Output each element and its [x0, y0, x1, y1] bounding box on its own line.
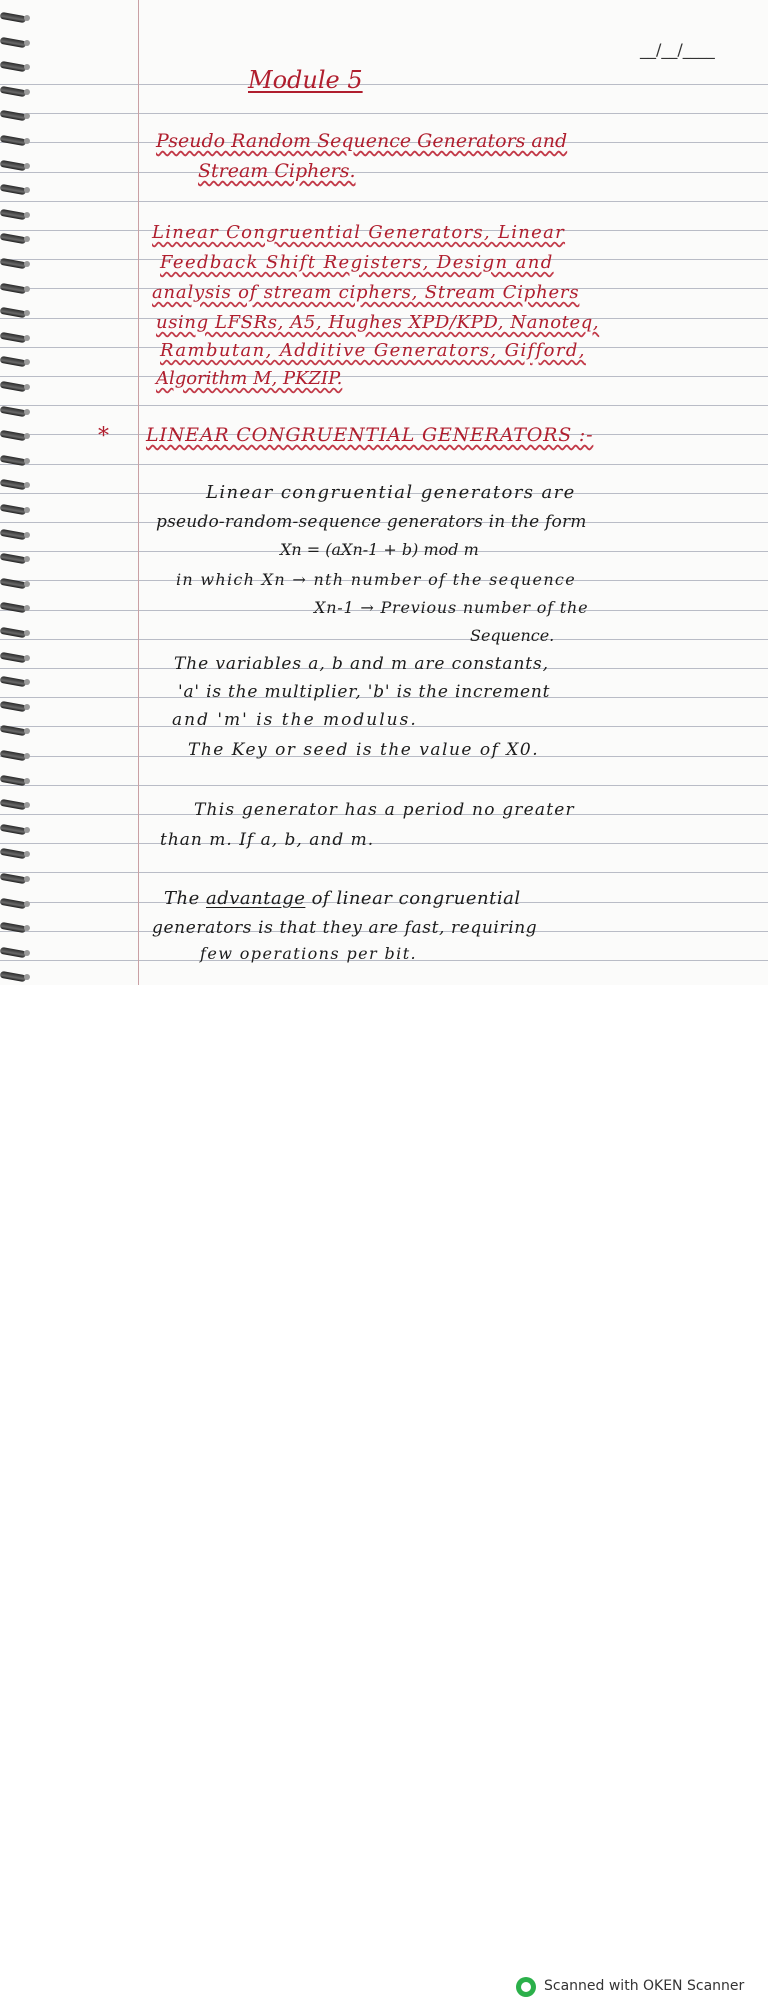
spiral-binding-ring	[0, 627, 26, 638]
spiral-binding-ring	[0, 430, 26, 441]
binding-hole	[24, 163, 30, 169]
topic-line-6: Algorithm M, PKZIP.	[156, 368, 343, 389]
binding-hole	[24, 138, 30, 144]
binding-hole	[24, 482, 30, 488]
spiral-binding-ring	[0, 873, 26, 884]
body-line-12: than m. If a, b, and m.	[160, 830, 375, 850]
binding-hole	[24, 507, 30, 513]
margin-line	[138, 0, 139, 985]
spiral-binding-ring	[0, 824, 26, 835]
body-line-10: The Key or seed is the value of X0.	[188, 740, 540, 760]
page-title: Module 5	[248, 66, 363, 94]
spiral-binding-ring	[0, 676, 26, 687]
scanner-footer	[0, 985, 768, 1994]
body-line-13-start: The	[164, 888, 206, 909]
binding-hole	[24, 212, 30, 218]
spiral-binding-ring	[0, 381, 26, 392]
spiral-binding-ring	[0, 135, 26, 146]
body-line-2: pseudo-random-sequence generators in the form	[156, 512, 587, 532]
body-line-1: Linear congruential generators are	[206, 482, 576, 503]
binding-hole	[24, 310, 30, 316]
topic-line-1: Linear Congruential Generators, Linear	[152, 222, 566, 243]
binding-hole	[24, 15, 30, 21]
notebook-page	[0, 0, 768, 985]
body-line-14: generators is that they are fast, requiring	[152, 918, 538, 938]
spiral-binding-ring	[0, 848, 26, 859]
topic-line-5: Rambutan, Additive Generators, Gifford,	[160, 340, 586, 361]
section-heading: LINEAR CONGRUENTIAL GENERATORS :-	[146, 424, 594, 446]
binding-hole	[24, 753, 30, 759]
spiral-binding-ring	[0, 701, 26, 712]
binding-hole	[24, 89, 30, 95]
body-line-9: and 'm' is the modulus.	[172, 710, 418, 730]
binding-hole	[24, 433, 30, 439]
binding-hole	[24, 851, 30, 857]
scanner-watermark: Scanned with OKEN Scanner	[544, 1978, 745, 1994]
ruled-line	[0, 84, 768, 85]
body-line-13	[164, 888, 521, 909]
binding-hole	[24, 384, 30, 390]
spiral-binding-ring	[0, 406, 26, 417]
spiral-binding-ring	[0, 12, 26, 23]
binding-hole	[24, 532, 30, 538]
spiral-binding-ring	[0, 184, 26, 195]
binding-hole	[24, 778, 30, 784]
binding-hole	[24, 950, 30, 956]
binding-hole	[24, 876, 30, 882]
spiral-binding-ring	[0, 529, 26, 540]
body-line-6: Sequence.	[470, 626, 555, 645]
binding-hole	[24, 64, 30, 70]
spiral-binding-ring	[0, 602, 26, 613]
spiral-binding-ring	[0, 110, 26, 121]
spiral-binding-ring	[0, 332, 26, 343]
binding-hole	[24, 556, 30, 562]
subtitle-line-2: Stream Ciphers.	[198, 160, 356, 182]
spiral-binding-ring	[0, 37, 26, 48]
advantage-underlined: advantage	[205, 888, 306, 909]
binding-hole	[24, 925, 30, 931]
binding-hole	[24, 581, 30, 587]
spiral-binding-ring	[0, 233, 26, 244]
ruled-line	[0, 872, 768, 873]
spiral-binding-ring	[0, 799, 26, 810]
ruled-line	[0, 405, 768, 406]
binding-hole	[24, 359, 30, 365]
body-line-7: The variables a, b and m are constants,	[174, 654, 549, 674]
body-line-15: few operations per bit.	[200, 944, 418, 963]
ruled-line	[0, 172, 768, 173]
spiral-binding-ring	[0, 86, 26, 97]
binding-hole	[24, 827, 30, 833]
spiral-binding-ring	[0, 553, 26, 564]
body-line-13-end: of linear congruential	[305, 888, 521, 909]
binding-hole	[24, 113, 30, 119]
ruled-line	[0, 843, 768, 844]
binding-hole	[24, 458, 30, 464]
binding-hole	[24, 630, 30, 636]
body-line-5: Xn-1 → Previous number of the	[314, 598, 589, 617]
spiral-binding-ring	[0, 283, 26, 294]
binding-hole	[24, 901, 30, 907]
body-line-4: in which Xn → nth number of the sequence	[176, 570, 576, 589]
topic-line-3: analysis of stream ciphers, Stream Ciphers	[152, 282, 580, 303]
ruled-line	[0, 785, 768, 786]
binding-hole	[24, 974, 30, 980]
topic-line-4: using LFSRs, A5, Hughes XPD/KPD, Nanoteq,	[156, 312, 600, 333]
subtitle-line-1: Pseudo Random Sequence Generators and	[156, 130, 568, 152]
binding-hole	[24, 409, 30, 415]
binding-hole	[24, 40, 30, 46]
spiral-binding-ring	[0, 971, 26, 982]
date-field: __/__/____	[640, 40, 715, 59]
spiral-binding-ring	[0, 652, 26, 663]
body-line-8: 'a' is the multiplier, 'b' is the increment	[178, 682, 551, 702]
binding-hole	[24, 187, 30, 193]
binding-hole	[24, 261, 30, 267]
spiral-binding-ring	[0, 61, 26, 72]
binding-hole	[24, 236, 30, 242]
spiral-binding-ring	[0, 160, 26, 171]
binding-hole	[24, 728, 30, 734]
spiral-binding-ring	[0, 947, 26, 958]
body-line-11: This generator has a period no greater	[194, 800, 575, 820]
ruled-line	[0, 376, 768, 377]
binding-hole	[24, 704, 30, 710]
binding-hole	[24, 605, 30, 611]
binding-hole	[24, 679, 30, 685]
binding-hole	[24, 802, 30, 808]
section-bullet: *	[98, 424, 109, 449]
spiral-binding-ring	[0, 209, 26, 220]
spiral-binding-ring	[0, 307, 26, 318]
ruled-line	[0, 464, 768, 465]
spiral-binding-ring	[0, 479, 26, 490]
binding-hole	[24, 335, 30, 341]
binding-hole	[24, 655, 30, 661]
binding-hole	[24, 286, 30, 292]
spiral-binding-ring	[0, 356, 26, 367]
spiral-binding-ring	[0, 504, 26, 515]
topic-line-2: Feedback Shift Registers, Design and	[160, 252, 554, 273]
ruled-line	[0, 113, 768, 114]
formula: Xn = (aXn-1 + b) mod m	[280, 540, 479, 559]
spiral-binding-ring	[0, 898, 26, 909]
oken-logo-icon	[516, 1977, 536, 1997]
spiral-binding-ring	[0, 750, 26, 761]
ruled-line	[0, 639, 768, 640]
ruled-line	[0, 201, 768, 202]
